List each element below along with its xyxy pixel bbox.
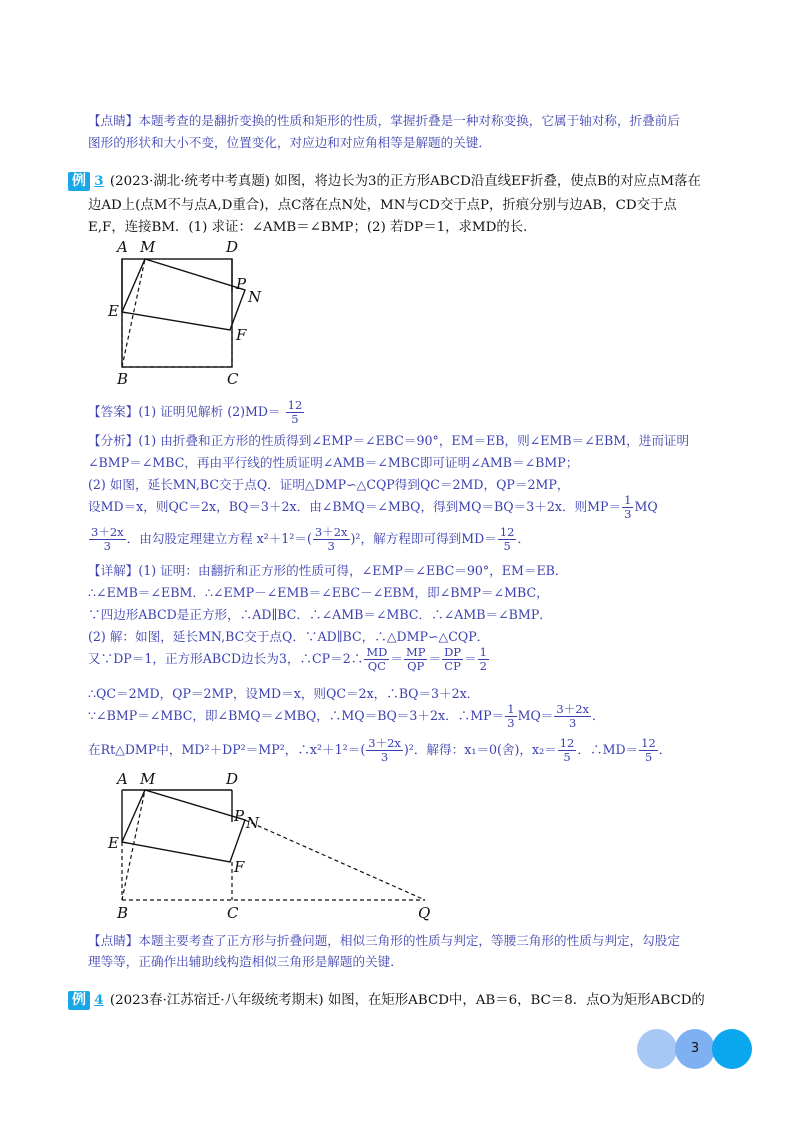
figure-1 bbox=[100, 232, 300, 392]
detail-line-2: ∴∠EMB＝∠EBM．∴∠EMP－∠EMB＝∠EBC－∠EBM，即∠BMP＝∠MBC， bbox=[88, 585, 549, 600]
label-E: E bbox=[108, 834, 119, 852]
label-Q: Q bbox=[418, 904, 431, 922]
frac-den: 2 bbox=[479, 659, 487, 673]
figure-2 bbox=[100, 766, 440, 926]
answer-fraction bbox=[286, 399, 305, 426]
frac-num: DP bbox=[444, 645, 462, 659]
label-A: A bbox=[117, 770, 128, 788]
frac-num: MD bbox=[366, 645, 388, 659]
answer-frac-num: 12 bbox=[287, 398, 303, 412]
label-P: P bbox=[236, 275, 247, 293]
frac-den: 5 bbox=[563, 750, 571, 764]
frac-den: 3 bbox=[327, 539, 335, 553]
detail-l7-a: ∵∠BMP＝∠MBC，即∠BMQ＝∠MBQ，∴MQ＝BQ＝3＋2x．∴MP＝ bbox=[88, 708, 505, 723]
folded-quad bbox=[122, 259, 245, 330]
label-F: F bbox=[234, 858, 245, 876]
detail-line-8 bbox=[88, 737, 671, 764]
folded-quad-2 bbox=[122, 790, 245, 862]
detail-l5-a: 又∵DP＝1，正方形ABCD边长为3，∴CP＝2∴ bbox=[88, 651, 364, 666]
analysis-l5-c: ． bbox=[517, 531, 531, 546]
frac-den: CP bbox=[444, 659, 461, 673]
frac bbox=[364, 646, 389, 673]
frac-num: 12 bbox=[559, 736, 575, 750]
label-B: B bbox=[117, 904, 129, 922]
detail-l7-b: MQ＝ bbox=[517, 708, 554, 723]
page-number: 3 bbox=[675, 1029, 715, 1069]
frac-num: 1 bbox=[624, 493, 632, 507]
example-number: 3 bbox=[94, 173, 104, 189]
frac-den: QP bbox=[407, 659, 425, 673]
label-M: M bbox=[140, 238, 156, 256]
page-bubble-dark bbox=[712, 1029, 752, 1069]
detail-l8-a: 在Rt△DMP中，MD²＋DP²＝MP²，∴x²＋1²＝( bbox=[88, 742, 366, 757]
frac-num: 3＋2x bbox=[91, 525, 124, 539]
example-3-text-1: (2023·湖北·统考中考真题) 如图，将边长为3的正方形ABCD沿直线EF折叠，使点B的对应点M落在 bbox=[109, 174, 701, 189]
example-3-line-2: 边AD上(点M不与点A,D重合)，点C落在点N处，MN与CD交于点P，折痕分别与边AB，CD交于点 bbox=[88, 198, 677, 213]
analysis-l4-b: MQ bbox=[634, 499, 658, 514]
label-C: C bbox=[227, 370, 239, 388]
eq: ＝ bbox=[428, 651, 442, 666]
frac bbox=[622, 494, 633, 521]
analysis-line-1: 【分析】(1) 由折叠和正方形的性质得到∠EMP＝∠EBC＝90°，EM＝EB，则∠EMB＝∠EBM，进而证明 bbox=[88, 433, 690, 448]
label-P: P bbox=[234, 807, 245, 825]
analysis-line-5 bbox=[88, 526, 530, 553]
answer-prefix: 【答案】(1) 证明见解析 (2)MD＝ bbox=[88, 404, 281, 419]
analysis-line-3: (2) 如图，延长MN,BC交于点Q．证明△DMP∽△CQP得到QC＝2MD，QP＝2MP， bbox=[88, 477, 570, 492]
eq: ＝ bbox=[464, 651, 477, 666]
label-B: B bbox=[117, 370, 129, 388]
label-D: D bbox=[226, 770, 239, 788]
dianjing-line-2: 图形的形状和大小不变，位置变化，对应边和对应角相等是解题的关键． bbox=[88, 135, 491, 150]
frac bbox=[498, 526, 517, 553]
frac-den: 5 bbox=[503, 539, 511, 553]
detail-l7-c: ． bbox=[592, 708, 605, 723]
answer-frac-den: 5 bbox=[291, 412, 299, 426]
analysis-l5-b: )²，解方程即可得到MD＝ bbox=[350, 531, 497, 546]
dianjing2-line-2: 理等等，正确作出辅助线构造相似三角形是解题的关键． bbox=[88, 954, 403, 969]
detail-l8-b: )²．解得：x₁＝0(舍)，x₂＝ bbox=[403, 742, 557, 757]
example-mark: 例 bbox=[68, 991, 90, 1010]
frac bbox=[554, 703, 591, 730]
frac-den: 3 bbox=[569, 716, 577, 730]
frac bbox=[366, 737, 403, 764]
frac-den: 3 bbox=[624, 507, 632, 521]
detail-line-5 bbox=[88, 646, 490, 673]
frac bbox=[478, 646, 489, 673]
frac-num: 12 bbox=[641, 736, 656, 750]
frac-num: MP bbox=[405, 645, 426, 659]
dianjing2-line-1: 【点睛】本题主要考查了正方形与折叠问题，相似三角形的性质与判定，等腰三角形的性质与判定，勾股定 bbox=[88, 933, 680, 948]
dianjing-line-1: 【点睛】本题考查的是翻折变换的性质和矩形的性质，掌握折叠是一种对称变换，它属于轴对称，折叠前后 bbox=[88, 113, 680, 128]
analysis-line-4 bbox=[88, 494, 658, 521]
page-bubble-light bbox=[637, 1029, 677, 1069]
frac-num: 3＋2x bbox=[314, 525, 348, 539]
frac bbox=[442, 646, 463, 673]
example-4-text: (2023春·江苏宿迁·八年级统考期末) 如图，在矩形ABCD中，AB＝6，BC＝8．点O为矩形ABCD的 bbox=[109, 993, 705, 1008]
detail-l8-c: ．∴MD＝ bbox=[577, 742, 639, 757]
frac bbox=[639, 737, 658, 764]
frac-num: 12 bbox=[499, 525, 515, 539]
analysis-line-2: ∠BMP＝∠MBC，再由平行线的性质证明∠AMB＝∠MBC即可证明∠AMB＝∠BMP； bbox=[88, 455, 579, 470]
example-number: 4 bbox=[94, 992, 104, 1008]
eq: ＝ bbox=[390, 651, 403, 666]
frac bbox=[89, 526, 126, 553]
detail-line-4: (2) 解：如图，延长MN,BC交于点Q．∵AD∥BC，∴△DMP∽△CQP． bbox=[88, 629, 490, 644]
frac bbox=[313, 526, 350, 553]
analysis-l5-a: ．由勾股定理建立方程 x²＋1²＝( bbox=[126, 531, 312, 546]
frac-den: QC bbox=[367, 659, 386, 673]
frac-num: 3＋2x bbox=[368, 736, 401, 750]
example-4-line bbox=[68, 989, 705, 1010]
example-mark: 例 bbox=[68, 172, 90, 191]
frac bbox=[558, 737, 577, 764]
detail-line-6: ∴QC＝2MD，QP＝2MP，设MD＝x，则QC＝2x，∴BQ＝3＋2x． bbox=[88, 686, 480, 701]
frac-den: 5 bbox=[644, 750, 653, 764]
detail-line-3: ∵四边形ABCD是正方形，∴AD∥BC．∴∠AMB＝∠MBC．∴∠AMB＝∠BMP． bbox=[88, 607, 552, 622]
label-D: D bbox=[226, 238, 239, 256]
label-N: N bbox=[248, 288, 262, 306]
label-E: E bbox=[108, 302, 119, 320]
frac-num: 1 bbox=[507, 702, 515, 716]
label-M: M bbox=[140, 770, 156, 788]
frac-num: 3＋2x bbox=[556, 702, 590, 716]
label-C: C bbox=[227, 904, 239, 922]
frac bbox=[404, 646, 428, 673]
analysis-l4-a: 设MD＝x，则QC＝2x，BQ＝3＋2x．由∠BMQ＝∠MBQ，得到MQ＝BQ＝3＋2x．则MP＝ bbox=[88, 499, 622, 514]
example-3-line-3: E,F，连接BM．(1) 求证：∠AMB＝∠BMP；(2) 若DP＝1，求MD的长． bbox=[88, 220, 537, 235]
frac-den: 3 bbox=[103, 539, 111, 553]
label-N: N bbox=[246, 814, 260, 832]
detail-line-1: 【详解】(1) 证明：由翻折和正方形的性质可得，∠EMP＝∠EBC＝90°，EM＝EB． bbox=[88, 563, 568, 578]
example-3-line-1 bbox=[68, 170, 701, 191]
detail-l8-d: ． bbox=[658, 742, 672, 757]
answer-line bbox=[88, 399, 305, 426]
label-A: A bbox=[117, 238, 128, 256]
frac bbox=[505, 703, 516, 730]
frac-num: 1 bbox=[479, 645, 487, 659]
frac-den: 3 bbox=[380, 750, 389, 764]
detail-line-7 bbox=[88, 703, 605, 730]
label-F: F bbox=[236, 326, 247, 344]
frac-den: 3 bbox=[507, 716, 515, 730]
